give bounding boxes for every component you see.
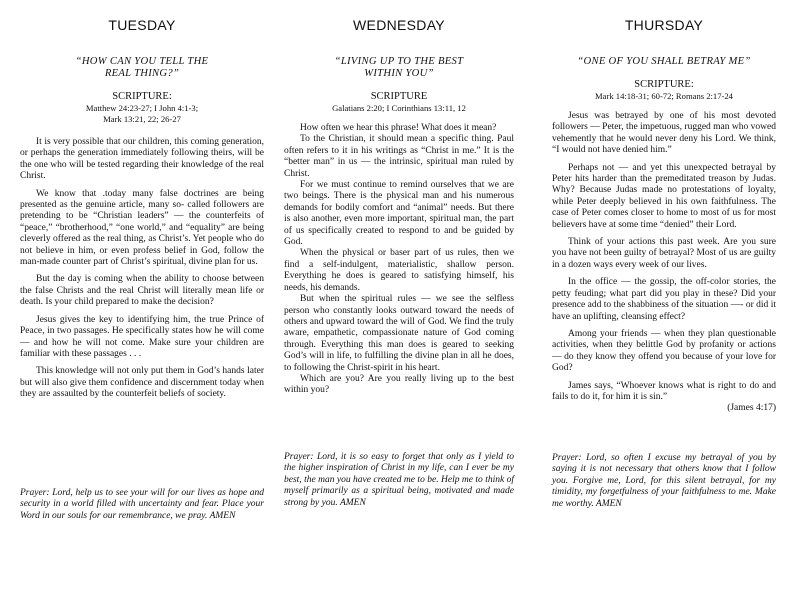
scripture-heading: SCRIPTURE bbox=[370, 91, 428, 102]
paragraph: Perhaps not — and yet this unexpected betrayal by Peter hits harder than the premeditated treason by Judas. Why? Because Judas made no protestations of loyalty, while Peter deeply believed in his own faithfulness. The case of Peter comes closer to home to most of us for most believers have at some time “denied” their Lord. bbox=[552, 162, 776, 230]
paragraph: Which are you? Are you really living up to the best within you? bbox=[284, 373, 514, 396]
paragraph: But when the spiritual rules — we see the selfless person who constantly looks outward toward the needs of others and upward toward the will of God. We find the truly aware, empathetic, compassionate nature of God coming through. Everything this man does is geared to seeking God’s will in life, to fulfilling the divine plan in all he does, to following the Christ-spirit in his heart. bbox=[284, 294, 514, 373]
paragraph: When the physical or baser part of us rules, then we find a self-indulgent, materialistic, shallow person. Everything he does is geared to satisfying himself, his needs, his demands. bbox=[284, 248, 514, 293]
paragraph: But the day is coming when the ability to choose between the false Christs and the real Christ will literally mean life or death. Is your child prepared to make the decision? bbox=[20, 274, 264, 308]
scripture-heading: SCRIPTURE: bbox=[112, 91, 172, 102]
paragraph: To the Christian, it should mean a specific thing. Paul often refers to it in his writings as “Christ in me.” It is the “better man” in us — the intrinsic, spiritual man ruled by Christ. bbox=[284, 134, 514, 179]
prayer-text: Prayer: Lord, so often I excuse my betrayal of you by saying it is not necessary that others know that I follow you. Forgive me, Lord, for this silent betrayal, for my timidity, my forgetfulness of your faithfulness to me. Make me worthy. AMEN bbox=[552, 453, 776, 509]
scripture-block bbox=[284, 91, 514, 114]
title-line: “HOW CAN YOU TELL THE bbox=[75, 56, 209, 67]
paragraph: James says, “Whoever knows what is right to do and fails to do it, for him it is sin.” bbox=[552, 380, 776, 402]
day-heading: TUESDAY bbox=[108, 17, 176, 33]
day-heading: WEDNESDAY bbox=[353, 17, 445, 33]
paragraph: This knowledge will not only put them in God’s hands later but will also give them confidence and discernment today when they are assaulted by the counterfeit beliefs of society. bbox=[20, 366, 264, 400]
devotion-body bbox=[552, 111, 776, 421]
title-line: “ONE OF YOU SHALL BETRAY ME” bbox=[577, 56, 751, 67]
paragraph: We know that .today many false doctrines are being presented as the genuine article, many so- called followers are pretending to be “Christian leaders” — the counterfeits of “peace,” “brotherhood,” “one world,” and “equality” are being cleverly offered as the real thing, as Christ’s. Yet people who do not believe in him, or even profess belief in God, follow the man-made counter part of Christ’s spiritual, divine plan for us. bbox=[20, 188, 264, 268]
paragraph: Think of your actions this past week. Are you sure you have not been guilty of betrayal? Most of us are guilty in a dozen ways every week of our lives. bbox=[552, 237, 776, 270]
paragraph: How often we hear this phrase! What does it mean? bbox=[300, 123, 497, 133]
scripture-reference: Mark 13:21, 22; 26-27 bbox=[103, 114, 181, 124]
devotion-body bbox=[20, 137, 264, 407]
paragraph: For we must continue to remind ourselves that we are two beings. There is the physical man and his numerous demands for bodily comfort and “animal” needs. But there is also another, even more important, spiritual man, the part of us specifically created to respond to and be guided by God. bbox=[284, 180, 514, 248]
title-line: WITHIN YOU” bbox=[364, 68, 434, 79]
scripture-signoff: (James 4:17) bbox=[727, 403, 776, 414]
scripture-reference: Galatians 2:20; I Corinthians 13:11, 12 bbox=[332, 103, 466, 113]
paragraph: Among your friends — when they plan questionable activities, when they belittle God by profanity or actions — do they know they offend you because of your love for God? bbox=[552, 328, 776, 374]
scripture-reference: Matthew 24:23-27; I John 4:1-3; bbox=[85, 103, 199, 113]
title-line: “LIVING UP TO THE BEST bbox=[334, 56, 464, 67]
scripture-block bbox=[20, 91, 264, 125]
wednesday-column bbox=[284, 0, 514, 612]
paragraph: In the office — the gossip, the off-color stories, the petty feuding; what part did you play in these? Did your presence add to the shabbiness of the situation —- or did it have an uplifting, cleansing effect? bbox=[552, 277, 776, 322]
devotion-body bbox=[284, 123, 514, 397]
scripture-reference: Mark 14:18-31; 60-72; Romans 2:17-24 bbox=[595, 91, 733, 101]
devotion-title bbox=[20, 56, 264, 80]
day-heading: THURSDAY bbox=[624, 17, 704, 33]
paragraph: Jesus was betrayed by one of his most devoted followers — Peter, the impetuous, rugged man who vowed vehemently that he would never deny his Lord. We think, “I would not have denied him.” bbox=[552, 111, 776, 156]
tuesday-column bbox=[20, 0, 264, 612]
title-line: REAL THING?” bbox=[104, 68, 180, 79]
paragraph: Jesus gives the key to identifying him, the true Prince of Peace, in two passages. He specifically states how he will come — and how he will not come. Make sure your children are familiar with these passages . . . bbox=[20, 314, 264, 359]
prayer-text: Prayer: Lord, help us to see your will for our lives as hope and security in a world filled with uncertainty and fear. Place your Word in our souls for our remembrance, we pray. AMEN bbox=[20, 488, 264, 521]
prayer-text: Prayer: Lord, it is so easy to forget that only as I yield to the higher inspiration of Christ in my life, can I ever be my best, the man you have created me to be. Help me to think of myself primarily as a spiritual being, motivated and made strong by you. AMEN bbox=[284, 452, 514, 508]
paragraph: It is very possible that our children, this coming generation, or perhaps the generation immediately following theirs, will be the one who will be tested regarding their knowledge of the real Christ. bbox=[20, 137, 264, 182]
scripture-heading: SCRIPTURE: bbox=[634, 79, 694, 90]
thursday-column bbox=[552, 0, 776, 612]
devotion-title bbox=[284, 56, 514, 80]
devotion-title bbox=[552, 56, 776, 68]
scripture-block bbox=[552, 79, 776, 102]
